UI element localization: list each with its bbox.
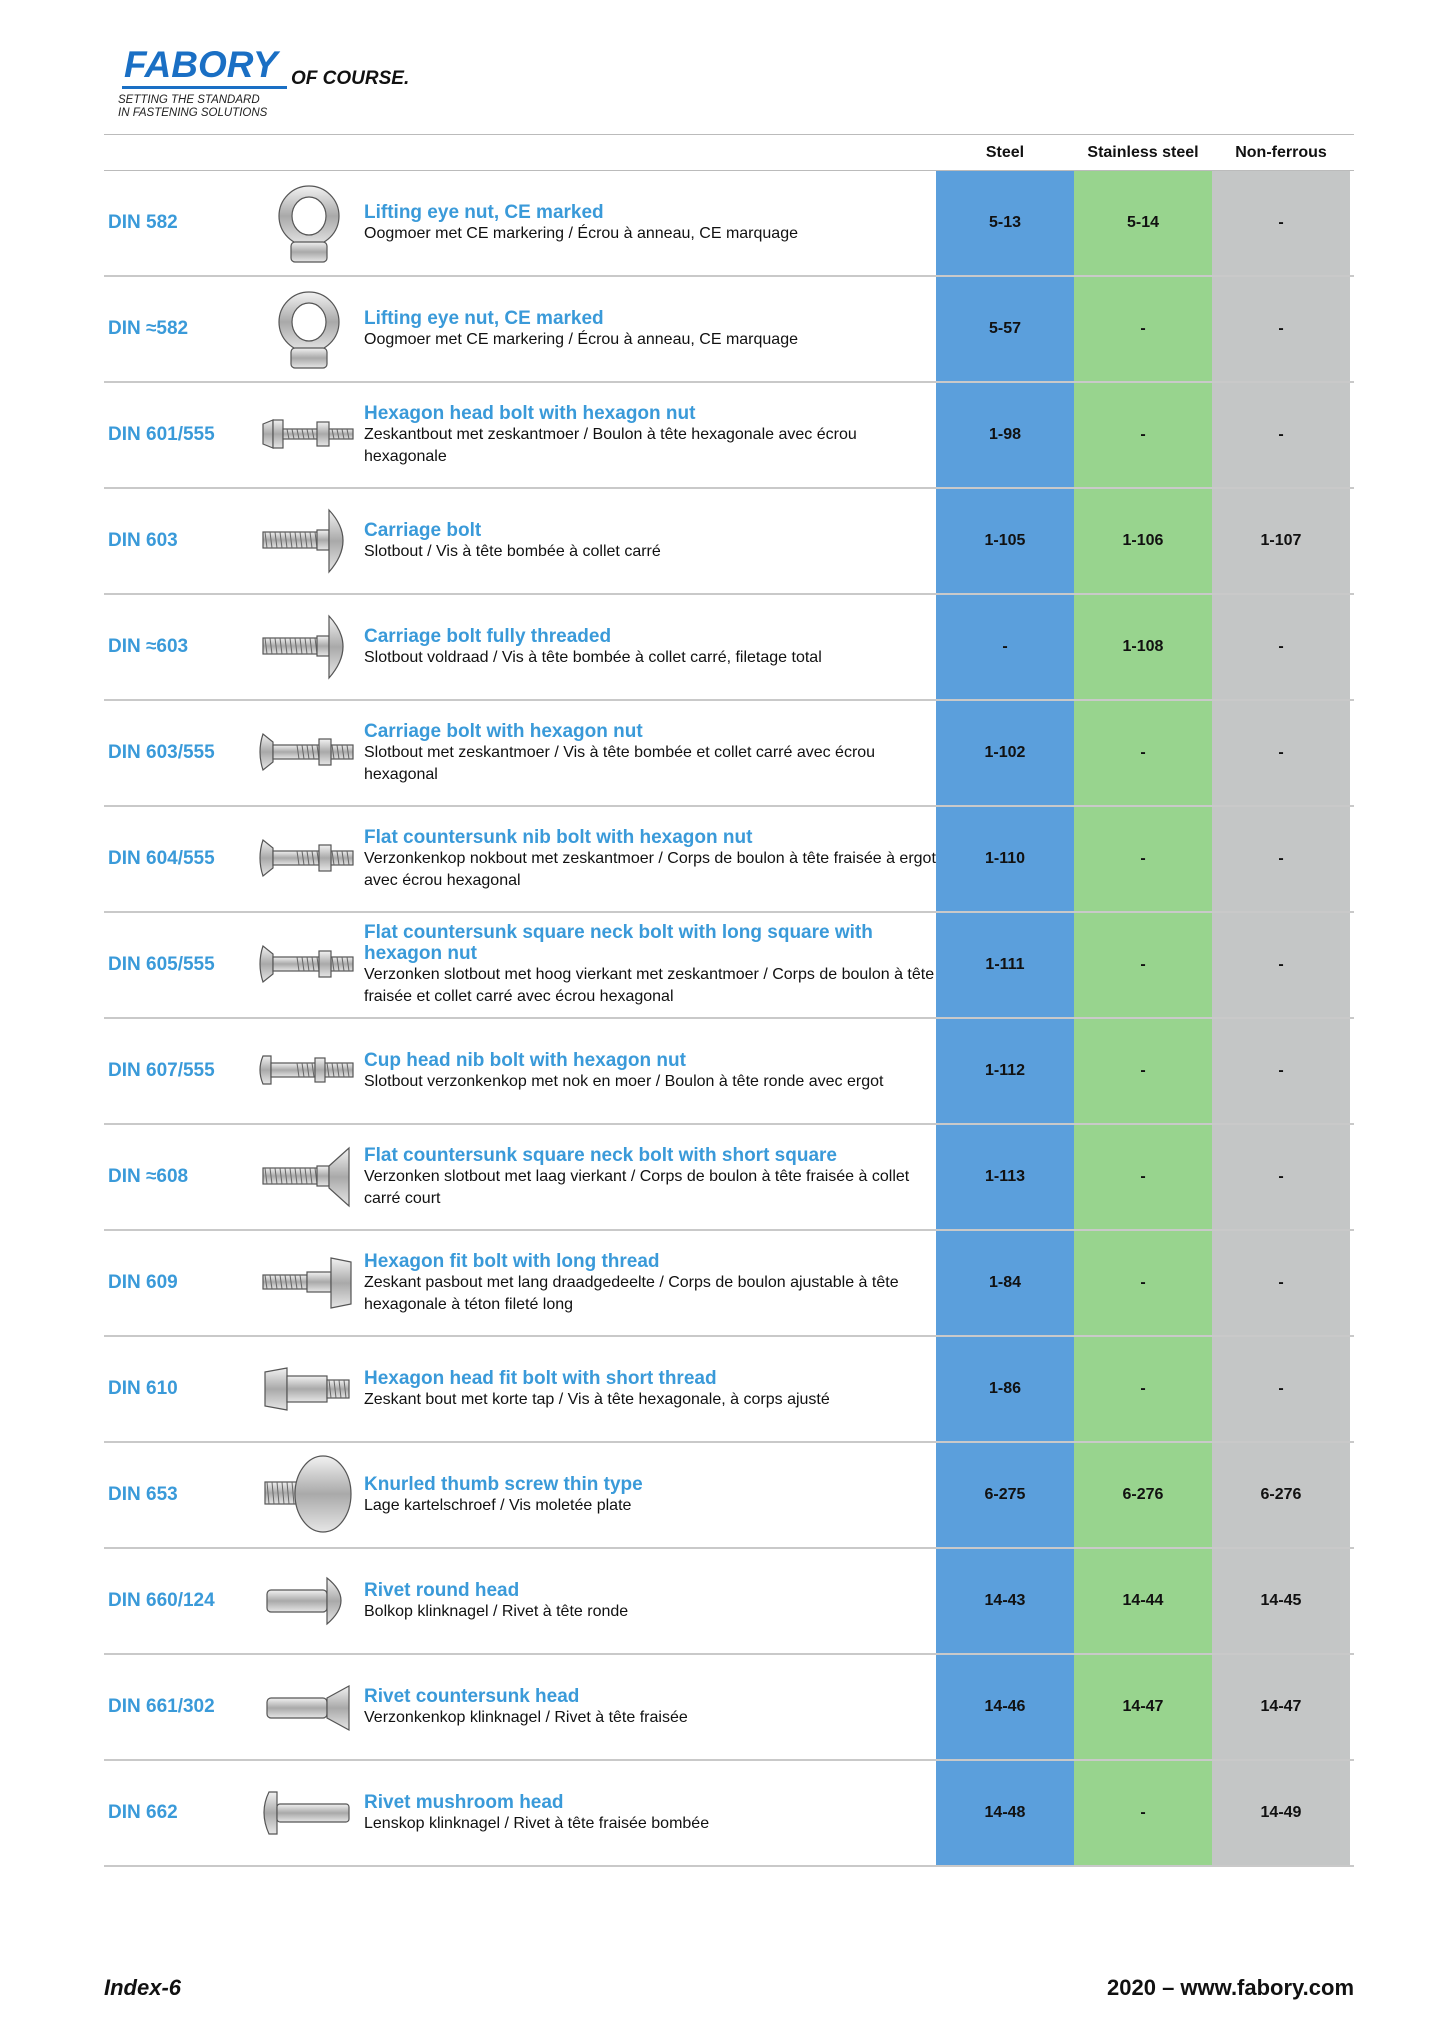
- din-code: DIN ≈608: [108, 1166, 189, 1187]
- product-description: [364, 1337, 939, 1441]
- column-header-steel: Steel: [985, 144, 1025, 161]
- table-row: [104, 1443, 1354, 1549]
- din-code: DIN 661/302: [108, 1696, 215, 1717]
- steel-page-ref: 1-112: [936, 1019, 1074, 1123]
- steel-page-ref: 6-275: [936, 1443, 1074, 1547]
- table-row: [104, 1231, 1354, 1337]
- table-row: [104, 1337, 1354, 1443]
- non-ferrous-page-ref: 1-107: [1212, 489, 1350, 593]
- column-header-non-ferrous: Non-ferrous: [1235, 144, 1327, 161]
- product-translation: Verzonken slotbout met hoog vierkant met zeskantmoer / Corps de boulon à tête fraisée et collet carré avec écrou hexagonal: [364, 966, 935, 1005]
- stainless-page-ref: -: [1074, 277, 1212, 381]
- din-code: DIN 582: [108, 212, 178, 233]
- steel-page-ref: 1-102: [936, 701, 1074, 805]
- stainless-page-ref: 1-108: [1074, 595, 1212, 699]
- table-row: [104, 171, 1354, 277]
- table-row: [104, 1655, 1354, 1761]
- table-row: [104, 701, 1354, 807]
- product-translation: Lage kartelschroef / Vis moletée plate: [364, 1496, 632, 1514]
- cup-head-bolt-icon: [256, 1029, 358, 1113]
- product-translation: Verzonken slotbout met laag vierkant / Corps de boulon à tête fraisée à collet carré court: [364, 1167, 910, 1207]
- stainless-page-ref: -: [1074, 807, 1212, 911]
- table-row: [104, 1019, 1354, 1125]
- product-description: [364, 489, 939, 593]
- product-description: [364, 807, 939, 911]
- product-title: Hexagon head bolt with hexagon nut: [364, 402, 696, 424]
- carriage-bolt-icon: [256, 605, 358, 689]
- product-title: Flat countersunk square neck bolt with short square: [364, 1144, 837, 1166]
- stainless-page-ref: -: [1074, 1337, 1212, 1441]
- stainless-page-ref: -: [1074, 1125, 1212, 1229]
- steel-page-ref: -: [936, 595, 1074, 699]
- non-ferrous-page-ref: -: [1212, 1125, 1350, 1229]
- product-title: Rivet mushroom head: [364, 1791, 564, 1813]
- product-title: Lifting eye nut, CE marked: [364, 201, 604, 223]
- product-translation: Bolkop klinknagel / Rivet à tête ronde: [364, 1602, 629, 1620]
- hex-bolt-nut-icon: [256, 393, 358, 477]
- steel-page-ref: 14-43: [936, 1549, 1074, 1653]
- steel-page-ref: 14-48: [936, 1761, 1074, 1865]
- din-code: DIN 653: [108, 1484, 178, 1505]
- steel-page-ref: 1-110: [936, 807, 1074, 911]
- steel-page-ref: 14-46: [936, 1655, 1074, 1759]
- steel-page-ref: 1-86: [936, 1337, 1074, 1441]
- product-translation: Verzonkenkop nokbout met zeskantmoer / Corps de boulon à tête fraisée à ergot avec écrou hexagonal: [364, 849, 936, 889]
- stainless-page-ref: -: [1074, 1019, 1212, 1123]
- din-code: DIN 660/124: [108, 1590, 215, 1611]
- table-body: [104, 171, 1354, 1867]
- table-row: [104, 913, 1354, 1019]
- non-ferrous-page-ref: 14-45: [1212, 1549, 1350, 1653]
- stainless-page-ref: -: [1074, 701, 1212, 805]
- steel-page-ref: 5-57: [936, 277, 1074, 381]
- product-description: [364, 1761, 939, 1865]
- hex-fit-bolt-icon: [256, 1241, 358, 1325]
- non-ferrous-page-ref: -: [1212, 383, 1350, 487]
- product-translation: Slotbout met zeskantmoer / Vis à tête bombée et collet carré avec écrou hexagonal: [364, 743, 876, 783]
- eye-nut-icon: [256, 181, 358, 265]
- product-translation: Verzonkenkop klinknagel / Rivet à tête fraisée: [364, 1708, 688, 1726]
- product-description: [364, 1231, 939, 1335]
- din-code: DIN 605/555: [108, 954, 215, 975]
- logo-tagline: [118, 94, 267, 120]
- product-title: Hexagon fit bolt with long thread: [364, 1250, 660, 1272]
- din-code: DIN 601/555: [108, 424, 215, 445]
- non-ferrous-page-ref: -: [1212, 1231, 1350, 1335]
- product-description: [364, 277, 939, 381]
- stainless-page-ref: -: [1074, 1231, 1212, 1335]
- rivet-countersunk-icon: [256, 1665, 358, 1749]
- brand-logo: [116, 44, 416, 124]
- steel-page-ref: 1-84: [936, 1231, 1074, 1335]
- product-title: Knurled thumb screw thin type: [364, 1473, 643, 1495]
- logo-wordmark: FABORY: [124, 44, 278, 85]
- hex-fit-bolt-short-icon: [256, 1347, 358, 1431]
- product-title: Flat countersunk square neck bolt with long square with hexagon nut: [364, 922, 873, 964]
- stainless-page-ref: -: [1074, 383, 1212, 487]
- product-description: [364, 913, 939, 1017]
- eye-nut-icon: [256, 287, 358, 371]
- product-translation: Zeskant pasbout met lang draadgedeelte / Corps de boulon ajustable à tête hexagonale à téton fileté long: [364, 1273, 899, 1313]
- product-title: Carriage bolt with hexagon nut: [364, 720, 643, 742]
- din-code: DIN 603: [108, 530, 178, 551]
- non-ferrous-page-ref: -: [1212, 1019, 1350, 1123]
- product-description: [364, 1655, 939, 1759]
- table-row: [104, 1549, 1354, 1655]
- din-code: DIN ≈582: [108, 318, 189, 339]
- product-title: Rivet round head: [364, 1579, 520, 1601]
- din-code: DIN 607/555: [108, 1060, 215, 1081]
- non-ferrous-page-ref: 6-276: [1212, 1443, 1350, 1547]
- stainless-page-ref: -: [1074, 913, 1212, 1017]
- product-translation: Slotbout / Vis à tête bombée à collet carré: [364, 542, 661, 560]
- product-title: Cup head nib bolt with hexagon nut: [364, 1049, 686, 1071]
- product-translation: Oogmoer met CE markering / Écrou à anneau, CE marquage: [364, 224, 798, 242]
- product-description: [364, 1125, 939, 1229]
- product-translation: Lenskop klinknagel / Rivet à tête fraisée bombée: [364, 1814, 710, 1832]
- product-description: [364, 1443, 939, 1547]
- footer-website: 2020 – www.fabory.com: [1107, 1975, 1354, 2000]
- logo-slogan: OF COURSE.: [291, 68, 410, 89]
- rivet-round-head-icon: [256, 1559, 358, 1643]
- din-code: DIN 604/555: [108, 848, 215, 869]
- non-ferrous-page-ref: -: [1212, 277, 1350, 381]
- logo-tagline-line-2: IN FASTENING SOLUTIONS: [118, 107, 268, 119]
- stainless-page-ref: 6-276: [1074, 1443, 1212, 1547]
- non-ferrous-page-ref: -: [1212, 171, 1350, 275]
- carriage-bolt-nut-icon: [256, 711, 358, 795]
- table-row: [104, 383, 1354, 489]
- table-row: [104, 277, 1354, 383]
- product-title: Carriage bolt: [364, 519, 482, 541]
- rivet-mushroom-icon: [256, 1771, 358, 1855]
- table-row: [104, 1125, 1354, 1231]
- din-code: DIN 603/555: [108, 742, 215, 763]
- product-title: Flat countersunk nib bolt with hexagon nut: [364, 826, 753, 848]
- non-ferrous-page-ref: -: [1212, 807, 1350, 911]
- non-ferrous-page-ref: -: [1212, 701, 1350, 805]
- product-description: [364, 171, 939, 275]
- non-ferrous-page-ref: 14-47: [1212, 1655, 1350, 1759]
- din-code: DIN 610: [108, 1378, 178, 1399]
- stainless-page-ref: 5-14: [1074, 171, 1212, 275]
- din-code: DIN 609: [108, 1272, 178, 1293]
- table-row: [104, 807, 1354, 913]
- countersunk-bolt-icon: [256, 1135, 358, 1219]
- table-row: [104, 1761, 1354, 1867]
- din-code: DIN 662: [108, 1802, 178, 1823]
- steel-page-ref: 1-105: [936, 489, 1074, 593]
- non-ferrous-page-ref: 14-49: [1212, 1761, 1350, 1865]
- product-translation: Zeskantbout met zeskantmoer / Boulon à tête hexagonale avec écrou hexagonale: [364, 425, 857, 465]
- carriage-bolt-icon: [256, 499, 358, 583]
- header-top-rule: [104, 134, 1354, 135]
- steel-page-ref: 5-13: [936, 171, 1074, 275]
- steel-page-ref: 1-111: [936, 913, 1074, 1017]
- stainless-page-ref: 14-44: [1074, 1549, 1212, 1653]
- table-row: [104, 595, 1354, 701]
- product-title: Lifting eye nut, CE marked: [364, 307, 604, 329]
- product-translation: Slotbout voldraad / Vis à tête bombée à collet carré, filetage total: [364, 648, 822, 666]
- countersunk-nib-bolt-icon: [256, 817, 358, 901]
- page-number: Index-6: [104, 1975, 182, 2000]
- product-translation: Zeskant bout met korte tap / Vis à tête hexagonale, à corps ajusté: [364, 1390, 830, 1408]
- steel-page-ref: 1-98: [936, 383, 1074, 487]
- knurled-thumb-screw-icon: [256, 1453, 358, 1537]
- non-ferrous-page-ref: -: [1212, 595, 1350, 699]
- countersunk-square-bolt-icon: [256, 923, 358, 1007]
- product-title: Carriage bolt fully threaded: [364, 625, 612, 647]
- product-title: Rivet countersunk head: [364, 1685, 580, 1707]
- product-description: [364, 1549, 939, 1653]
- stainless-page-ref: 1-106: [1074, 489, 1212, 593]
- stainless-page-ref: -: [1074, 1761, 1212, 1865]
- product-description: [364, 383, 939, 487]
- product-description: [364, 595, 939, 699]
- non-ferrous-page-ref: -: [1212, 1337, 1350, 1441]
- product-translation: Slotbout verzonkenkop met nok en moer / Boulon à tête ronde avec ergot: [364, 1072, 884, 1090]
- logo-tagline-line-1: SETTING THE STANDARD: [118, 94, 260, 106]
- product-description: [364, 1019, 939, 1123]
- steel-page-ref: 1-113: [936, 1125, 1074, 1229]
- non-ferrous-page-ref: -: [1212, 913, 1350, 1017]
- din-code: DIN ≈603: [108, 636, 189, 657]
- table-row: [104, 489, 1354, 595]
- stainless-page-ref: 14-47: [1074, 1655, 1212, 1759]
- product-description: [364, 701, 939, 805]
- product-title: Hexagon head fit bolt with short thread: [364, 1367, 717, 1389]
- product-translation: Oogmoer met CE markering / Écrou à anneau, CE marquage: [364, 330, 798, 348]
- logo-underline: [122, 86, 287, 89]
- column-header-stainless-steel: Stainless steel: [1087, 144, 1199, 161]
